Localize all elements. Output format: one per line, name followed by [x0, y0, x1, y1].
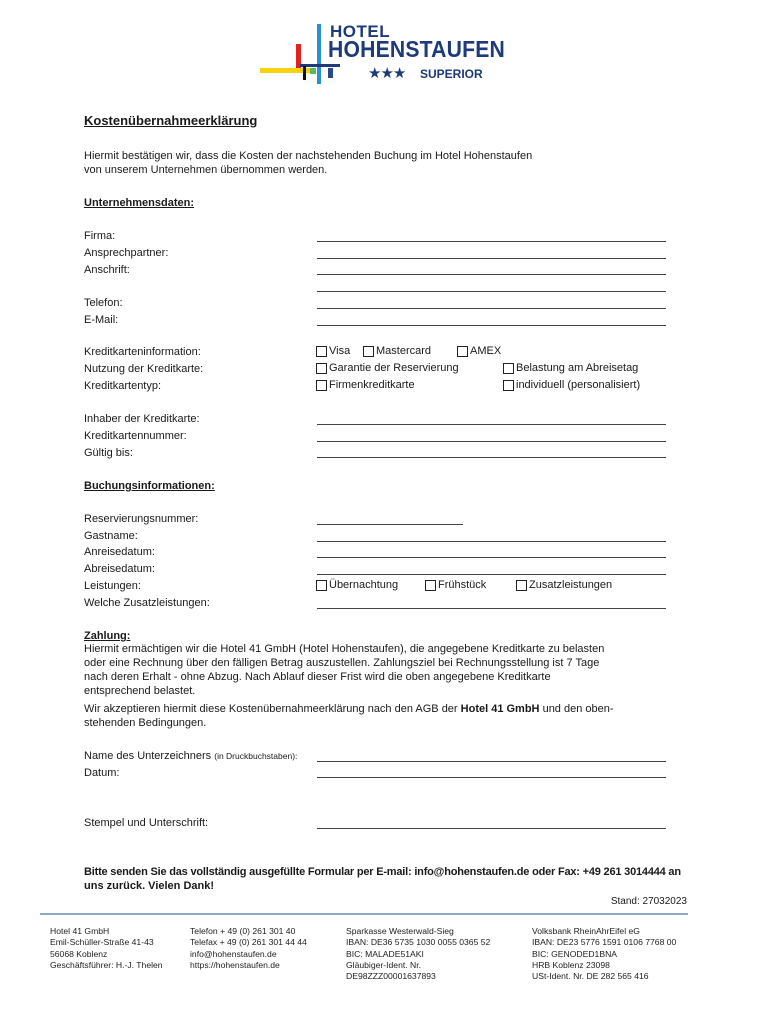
footer-line: DE98ZZZ00001637893 [346, 971, 436, 982]
footer-line: IBAN: DE23 5776 1591 0106 7768 00 [532, 937, 677, 948]
footer-line: Geschäftsführer: H.-J. Thelen [50, 959, 163, 970]
anschrift-field-1[interactable] [317, 274, 666, 275]
footer-line: Telefax + 49 (0) 261 301 44 44 [190, 937, 307, 948]
checkbox-box[interactable] [363, 346, 374, 357]
footer-contact [190, 926, 307, 971]
footer-line: HRB Koblenz 23098 [532, 959, 610, 970]
logo-bar-navy [300, 64, 340, 67]
card-expiry-label: Gültig bis: [84, 447, 133, 459]
reservation-number-label: Reservierungsnummer: [84, 513, 199, 525]
footer-line: Telefon + 49 (0) 261 301 40 [190, 926, 296, 936]
zusatzleistungen-label: Zusatzleistungen [529, 579, 613, 591]
belastung-checkbox[interactable] [503, 362, 638, 374]
checkbox-box[interactable] [316, 346, 327, 357]
page-title: Kostenübernahmeerklärung [84, 113, 258, 128]
footer-line: Sparkasse Westerwald-Sieg [346, 926, 454, 936]
individuell-checkbox[interactable] [503, 379, 640, 391]
payment-text-2: oder eine Rechnung über den fälligen Betrag auszustellen. Zahlungsziel bei Rechnungsstellung ist 7 Tage [84, 657, 600, 669]
footer-line: 56068 Koblenz [50, 948, 108, 959]
footer-divider [40, 913, 688, 915]
signer-name-field[interactable] [317, 761, 666, 762]
arrival-date-field[interactable] [317, 557, 666, 558]
acceptance-text-2: stehenden Bedingungen. [84, 717, 207, 729]
checkbox-box[interactable] [316, 363, 327, 374]
email-field[interactable] [317, 325, 666, 326]
ansprechpartner-label: Ansprechpartner: [84, 247, 169, 259]
card-type-label: Kreditkartentyp: [84, 380, 162, 392]
footer-line: Volksbank RheinAhrEifel eG [532, 926, 640, 936]
footer-line: IBAN: DE36 5735 1030 0055 0365 52 [346, 937, 491, 948]
garantie-label: Garantie der Reservierung [329, 362, 459, 374]
anschrift-field-2[interactable] [317, 291, 666, 292]
logo-bar-darkblue [328, 68, 333, 78]
card-expiry-field[interactable] [317, 457, 666, 458]
checkbox-box[interactable] [503, 380, 514, 391]
checkbox-box[interactable] [316, 380, 327, 391]
ansprechpartner-field[interactable] [317, 258, 666, 259]
footer-bank-1 [346, 926, 490, 982]
amex-checkbox[interactable] [457, 345, 501, 357]
intro-line-1: Hiermit bestätigen wir, dass die Kosten der nachstehenden Buchung im Hotel Hohenstaufen [84, 150, 533, 162]
anschrift-label: Anschrift: [84, 264, 130, 276]
signer-name-label [84, 750, 297, 762]
extra-services-field[interactable] [317, 608, 666, 609]
logo-superior-text: SUPERIOR [420, 67, 483, 81]
individuell-label: individuell (personalisiert) [516, 379, 641, 391]
visa-checkbox[interactable] [316, 345, 350, 357]
logo-bar-black [303, 66, 306, 80]
firma-field[interactable] [317, 241, 666, 242]
footer-line: Emil-Schüller-Straße 41-43 [50, 937, 154, 948]
card-usage-label: Nutzung der Kreditkarte: [84, 363, 204, 375]
payment-text-4: entsprechend belastet. [84, 685, 196, 697]
checkbox-box[interactable] [516, 580, 527, 591]
date-field[interactable] [317, 777, 666, 778]
checkbox-box[interactable] [457, 346, 468, 357]
departure-date-label: Abreisedatum: [84, 563, 155, 575]
closing-line-2: uns zurück. Vielen Dank! [84, 880, 215, 892]
footer-line: USt-Ident. Nr. DE 282 565 416 [532, 971, 649, 982]
checkbox-box[interactable] [316, 580, 327, 591]
logo-bar-green [310, 68, 316, 74]
mastercard-label: Mastercard [376, 345, 432, 357]
zusatzleistungen-checkbox[interactable] [516, 579, 612, 591]
mastercard-checkbox[interactable] [363, 345, 431, 357]
card-holder-field[interactable] [317, 424, 666, 425]
footer-line: BIC: MALADE51AKI [346, 948, 424, 959]
fruehstueck-label: Frühstück [438, 579, 487, 591]
card-holder-label: Inhaber der Kreditkarte: [84, 413, 200, 425]
guest-name-field[interactable] [317, 541, 666, 542]
signer-name-label-main: Name des Unterzeichners [84, 750, 212, 762]
footer-bank-2 [532, 926, 676, 982]
email-label: E-Mail: [84, 314, 119, 326]
revision-date: Stand: 27032023 [610, 896, 687, 907]
arrival-date-label: Anreisedatum: [84, 546, 155, 558]
acceptance-text-a: Wir akzeptieren hiermit diese Kostenübernahmeerklärung nach den AGB der [84, 703, 461, 715]
card-number-label: Kreditkartennummer: [84, 430, 187, 442]
firmenkreditkarte-checkbox[interactable] [316, 379, 415, 391]
guest-name-label: Gastname: [84, 530, 138, 542]
footer-line: BIC: GENODED1BNA [532, 948, 618, 959]
acceptance-text-c: und den oben- [539, 703, 614, 715]
uebernachtung-label: Übernachtung [329, 579, 399, 591]
payment-heading: Zahlung: [84, 630, 131, 642]
footer-line: Gläubiger-Ident. Nr. [346, 959, 421, 970]
footer-email-link[interactable]: info@hohenstaufen.de [190, 948, 277, 959]
footer-company [50, 926, 163, 971]
footer-line: Hotel 41 GmbH [50, 926, 110, 936]
telefon-field[interactable] [317, 308, 666, 309]
date-label: Datum: [84, 767, 120, 779]
extra-services-label: Welche Zusatzleistungen: [84, 597, 210, 609]
visa-label: Visa [329, 345, 351, 357]
card-info-label: Kreditkarteninformation: [84, 346, 201, 358]
logo-hotel-text: HOTEL [330, 22, 391, 41]
checkbox-box[interactable] [503, 363, 514, 374]
garantie-checkbox[interactable] [316, 362, 459, 374]
logo-bar-blue [317, 24, 321, 84]
belastung-label: Belastung am Abreisetag [516, 362, 639, 374]
firma-label: Firma: [84, 230, 116, 242]
uebernachtung-checkbox[interactable] [316, 579, 398, 591]
card-number-field[interactable] [317, 441, 666, 442]
acceptance-text-1 [84, 703, 614, 715]
departure-date-field[interactable] [317, 574, 666, 575]
reservation-number-field[interactable] [317, 524, 463, 525]
firmenkreditkarte-label: Firmenkreditkarte [329, 379, 415, 391]
intro-line-2: von unserem Unternehmen übernommen werden. [84, 164, 328, 176]
acceptance-company: Hotel 41 GmbH [460, 703, 540, 715]
stamp-signature-label: Stempel und Unterschrift: [84, 817, 209, 829]
company-heading: Unternehmensdaten: [84, 197, 195, 209]
checkbox-box[interactable] [425, 580, 436, 591]
logo-name-text: HOHENSTAUFEN [328, 36, 505, 62]
closing-line-1: Bitte senden Sie das vollständig ausgefüllte Formular per E-mail: info@hohenstaufen.de oder Fax: +49 261 3014444 an [84, 866, 681, 878]
logo-stars: ★★★ [368, 65, 406, 82]
booking-heading: Buchungsinformationen: [84, 480, 215, 492]
telefon-label: Telefon: [84, 297, 123, 309]
fruehstueck-checkbox[interactable] [425, 579, 486, 591]
footer-website-link[interactable]: https://hohenstaufen.de [190, 959, 280, 970]
stamp-signature-field[interactable] [317, 828, 666, 829]
payment-text-1: Hiermit ermächtigen wir die Hotel 41 GmbH (Hotel Hohenstaufen), die angegebene Kreditkarte zu belasten [84, 643, 605, 655]
payment-text-3: nach deren Erhalt - ohne Abzug. Nach Ablauf dieser Frist wird die oben angegebene Kreditkarte [84, 671, 551, 683]
signer-name-hint: (in Druckbuchstaben): [214, 751, 298, 761]
services-label: Leistungen: [84, 580, 141, 592]
amex-label: AMEX [470, 345, 502, 357]
